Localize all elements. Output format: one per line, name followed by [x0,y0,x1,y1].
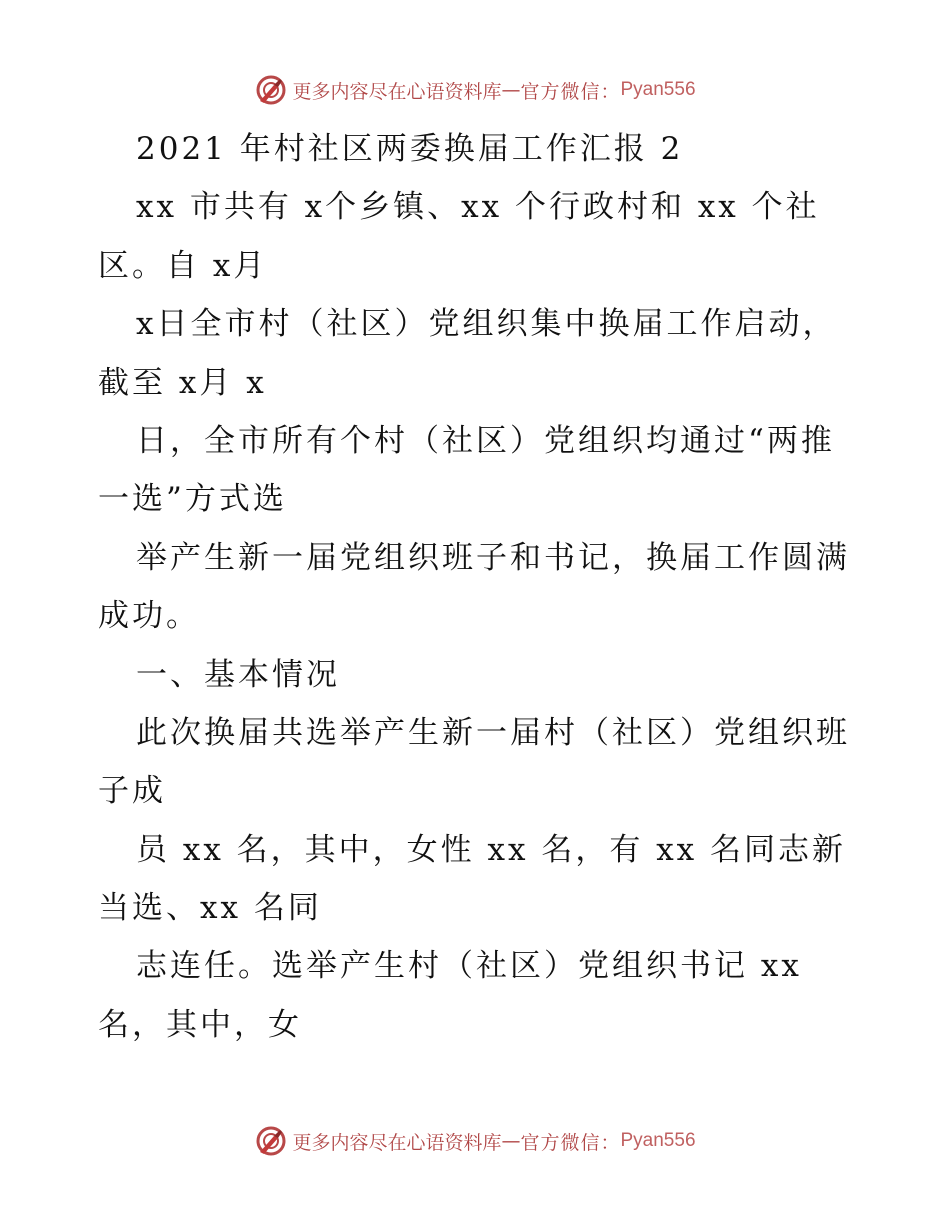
text-line: xx 市共有 x个乡镇、xx 个行政村和 xx 个社 [136,189,820,226]
text-line: 志连任。选举产生村（社区）党组织书记 xx [136,948,802,985]
document-body [98,120,858,1054]
footer-watermark [0,1121,950,1161]
text-line: 2021 年村社区两委换届工作汇报 2 [136,131,684,167]
text-line: 名，其中，女 [98,1006,302,1043]
watermark-brand: 更多内容尽在心语资料库 [292,1131,502,1154]
watermark-label: 官方微信： [520,80,621,103]
text-line: 子成 [98,773,166,810]
text-line: x日全市村（社区）党组织集中换届工作启动， [136,306,837,343]
text-line: 截至 x月 x [98,364,267,401]
watermark-id: Pyan556 [620,1130,696,1151]
watermark-dash: — [501,1130,521,1152]
text-line: 当选、xx 名同 [98,890,322,927]
text-line: 一、基本情况 [136,656,340,693]
header-watermark [0,70,950,110]
watermark-dash: — [501,79,521,101]
text-line: 日，全市所有个村（社区）党组织均通过“两推 [136,422,835,459]
watermark-id: Pyan556 [620,79,696,100]
pen-logo-icon [254,1124,288,1158]
text-line: 一选”方式选 [98,481,287,518]
text-line: 举产生新一届党组织班子和书记，换届工作圆满 [136,539,850,576]
text-line: 员 xx 名，其中，女性 xx 名，有 xx 名同志新 [136,831,847,868]
text-line: 区。自 x月 [98,247,268,284]
pen-logo-icon [254,73,288,107]
text-line: 此次换届共选举产生新一届村（社区）党组织班 [136,714,850,751]
text-line: 成功。 [98,598,200,635]
watermark-brand: 更多内容尽在心语资料库 [292,80,502,103]
watermark-label: 官方微信： [520,1131,621,1154]
